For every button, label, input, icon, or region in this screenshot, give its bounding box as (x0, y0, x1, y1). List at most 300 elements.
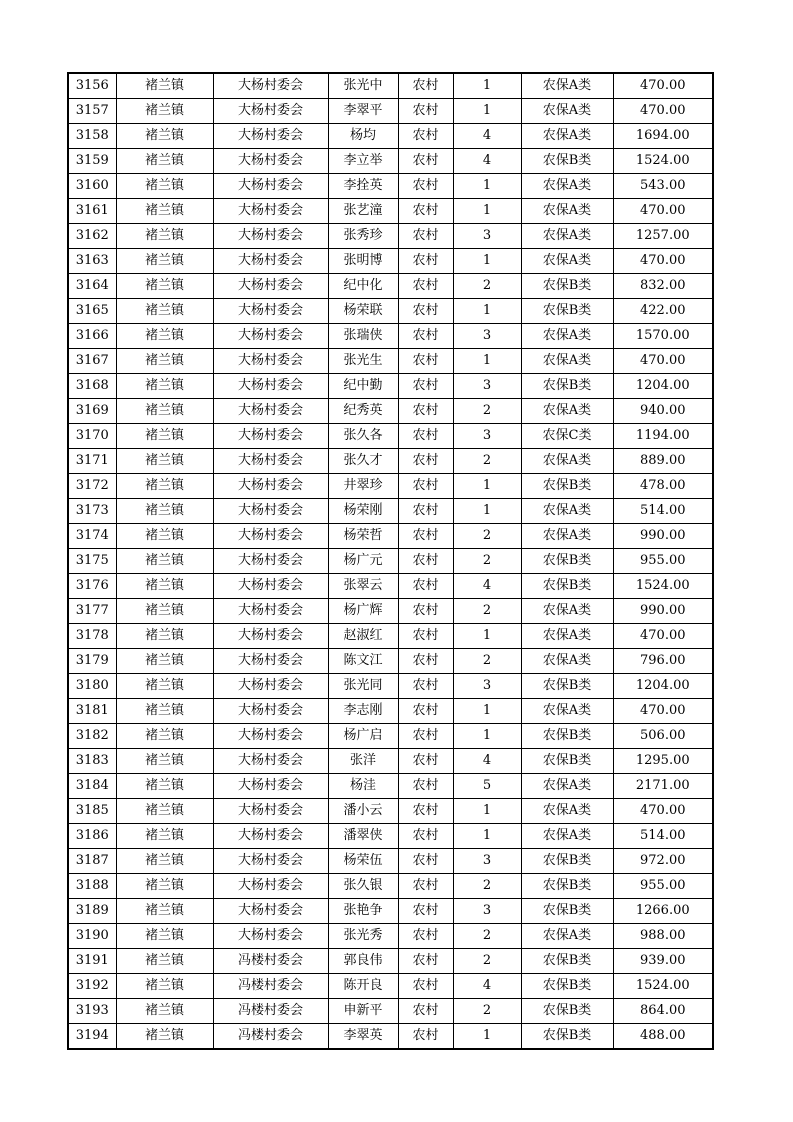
cell-person-name: 李立举 (328, 149, 398, 174)
cell-amount: 478.00 (613, 474, 713, 499)
cell-village-committee: 大杨村委会 (213, 299, 328, 324)
cell-insurance-category: 农保B类 (521, 849, 613, 874)
cell-town: 褚兰镇 (116, 699, 213, 724)
cell-person-name: 申新平 (328, 999, 398, 1024)
cell-village-committee: 大杨村委会 (213, 199, 328, 224)
cell-person-count: 3 (453, 899, 521, 924)
cell-amount: 1524.00 (613, 149, 713, 174)
table-row (68, 874, 713, 899)
cell-amount: 1524.00 (613, 574, 713, 599)
cell-serial-number: 3165 (68, 299, 116, 324)
cell-person-name: 杨广辉 (328, 599, 398, 624)
cell-village-committee: 大杨村委会 (213, 174, 328, 199)
cell-village-committee: 大杨村委会 (213, 224, 328, 249)
cell-amount: 1194.00 (613, 424, 713, 449)
table-row (68, 299, 713, 324)
cell-town: 褚兰镇 (116, 474, 213, 499)
cell-household-type: 农村 (398, 424, 453, 449)
cell-town: 褚兰镇 (116, 549, 213, 574)
cell-household-type: 农村 (398, 574, 453, 599)
cell-person-name: 杨荣伍 (328, 849, 398, 874)
cell-insurance-category: 农保A类 (521, 824, 613, 849)
cell-household-type: 农村 (398, 274, 453, 299)
table-row (68, 199, 713, 224)
cell-insurance-category: 农保A类 (521, 224, 613, 249)
cell-person-name: 郭良伟 (328, 949, 398, 974)
cell-amount: 2171.00 (613, 774, 713, 799)
table-row (68, 599, 713, 624)
cell-person-name: 张久各 (328, 424, 398, 449)
cell-village-committee: 大杨村委会 (213, 524, 328, 549)
cell-household-type: 农村 (398, 224, 453, 249)
cell-village-committee: 大杨村委会 (213, 924, 328, 949)
cell-serial-number: 3192 (68, 974, 116, 999)
cell-amount: 864.00 (613, 999, 713, 1024)
cell-person-count: 3 (453, 424, 521, 449)
table-row (68, 499, 713, 524)
cell-insurance-category: 农保A类 (521, 124, 613, 149)
cell-household-type: 农村 (398, 749, 453, 774)
cell-household-type: 农村 (398, 99, 453, 124)
cell-town: 褚兰镇 (116, 349, 213, 374)
cell-household-type: 农村 (398, 899, 453, 924)
cell-insurance-category: 农保B类 (521, 1024, 613, 1050)
cell-serial-number: 3158 (68, 124, 116, 149)
cell-insurance-category: 农保A类 (521, 349, 613, 374)
cell-town: 褚兰镇 (116, 874, 213, 899)
cell-serial-number: 3188 (68, 874, 116, 899)
cell-insurance-category: 农保A类 (521, 449, 613, 474)
cell-insurance-category: 农保B类 (521, 749, 613, 774)
cell-person-count: 1 (453, 799, 521, 824)
cell-town: 褚兰镇 (116, 899, 213, 924)
cell-village-committee: 大杨村委会 (213, 249, 328, 274)
cell-amount: 470.00 (613, 699, 713, 724)
cell-person-count: 1 (453, 824, 521, 849)
cell-village-committee: 大杨村委会 (213, 749, 328, 774)
cell-person-count: 2 (453, 399, 521, 424)
cell-amount: 422.00 (613, 299, 713, 324)
cell-household-type: 农村 (398, 174, 453, 199)
cell-person-name: 陈文江 (328, 649, 398, 674)
cell-village-committee: 大杨村委会 (213, 549, 328, 574)
cell-person-name: 李翠英 (328, 1024, 398, 1050)
cell-town: 褚兰镇 (116, 599, 213, 624)
cell-person-count: 1 (453, 474, 521, 499)
cell-town: 褚兰镇 (116, 949, 213, 974)
cell-serial-number: 3189 (68, 899, 116, 924)
cell-household-type: 农村 (398, 549, 453, 574)
cell-person-name: 杨荣哲 (328, 524, 398, 549)
cell-insurance-category: 农保B类 (521, 274, 613, 299)
cell-serial-number: 3182 (68, 724, 116, 749)
cell-person-count: 1 (453, 349, 521, 374)
cell-amount: 470.00 (613, 249, 713, 274)
cell-person-count: 1 (453, 499, 521, 524)
cell-village-committee: 大杨村委会 (213, 799, 328, 824)
cell-serial-number: 3172 (68, 474, 116, 499)
cell-person-count: 1 (453, 174, 521, 199)
cell-town: 褚兰镇 (116, 624, 213, 649)
cell-serial-number: 3163 (68, 249, 116, 274)
cell-amount: 1266.00 (613, 899, 713, 924)
cell-town: 褚兰镇 (116, 399, 213, 424)
table-row (68, 449, 713, 474)
cell-serial-number: 3157 (68, 99, 116, 124)
cell-person-count: 1 (453, 1024, 521, 1050)
cell-insurance-category: 农保A类 (521, 699, 613, 724)
cell-household-type: 农村 (398, 999, 453, 1024)
cell-person-name: 张艺潼 (328, 199, 398, 224)
cell-household-type: 农村 (398, 524, 453, 549)
cell-town: 褚兰镇 (116, 849, 213, 874)
cell-village-committee: 大杨村委会 (213, 824, 328, 849)
table-row (68, 1024, 713, 1050)
cell-village-committee: 大杨村委会 (213, 324, 328, 349)
cell-village-committee: 大杨村委会 (213, 724, 328, 749)
table-row (68, 399, 713, 424)
cell-town: 褚兰镇 (116, 99, 213, 124)
cell-household-type: 农村 (398, 699, 453, 724)
cell-village-committee: 大杨村委会 (213, 399, 328, 424)
cell-person-count: 3 (453, 224, 521, 249)
cell-person-count: 2 (453, 649, 521, 674)
cell-village-committee: 大杨村委会 (213, 774, 328, 799)
cell-village-committee: 大杨村委会 (213, 624, 328, 649)
cell-household-type: 农村 (398, 474, 453, 499)
cell-insurance-category: 农保A类 (521, 524, 613, 549)
cell-amount: 543.00 (613, 174, 713, 199)
table-row (68, 949, 713, 974)
cell-serial-number: 3169 (68, 399, 116, 424)
cell-serial-number: 3164 (68, 274, 116, 299)
cell-person-count: 4 (453, 149, 521, 174)
cell-insurance-category: 农保A类 (521, 624, 613, 649)
cell-insurance-category: 农保A类 (521, 199, 613, 224)
cell-serial-number: 3194 (68, 1024, 116, 1050)
cell-household-type: 农村 (398, 799, 453, 824)
cell-town: 褚兰镇 (116, 199, 213, 224)
cell-village-committee: 大杨村委会 (213, 374, 328, 399)
cell-person-count: 1 (453, 624, 521, 649)
cell-village-committee: 大杨村委会 (213, 574, 328, 599)
cell-person-count: 3 (453, 374, 521, 399)
table-row (68, 474, 713, 499)
cell-village-committee: 大杨村委会 (213, 649, 328, 674)
cell-village-committee: 冯楼村委会 (213, 1024, 328, 1050)
cell-amount: 1524.00 (613, 974, 713, 999)
cell-person-count: 2 (453, 949, 521, 974)
cell-village-committee: 冯楼村委会 (213, 974, 328, 999)
cell-serial-number: 3187 (68, 849, 116, 874)
cell-person-name: 赵淑红 (328, 624, 398, 649)
cell-person-name: 张光中 (328, 73, 398, 99)
cell-insurance-category: 农保B类 (521, 899, 613, 924)
cell-insurance-category: 农保A类 (521, 599, 613, 624)
cell-insurance-category: 农保B类 (521, 299, 613, 324)
cell-insurance-category: 农保A类 (521, 649, 613, 674)
cell-town: 褚兰镇 (116, 524, 213, 549)
cell-amount: 955.00 (613, 549, 713, 574)
cell-person-name: 张艳争 (328, 899, 398, 924)
cell-village-committee: 大杨村委会 (213, 874, 328, 899)
cell-village-committee: 大杨村委会 (213, 449, 328, 474)
cell-person-name: 纪秀英 (328, 399, 398, 424)
cell-town: 褚兰镇 (116, 824, 213, 849)
cell-amount: 990.00 (613, 524, 713, 549)
table-row (68, 424, 713, 449)
cell-insurance-category: 农保A类 (521, 774, 613, 799)
cell-person-name: 杨荣刚 (328, 499, 398, 524)
cell-town: 褚兰镇 (116, 924, 213, 949)
cell-insurance-category: 农保B类 (521, 549, 613, 574)
cell-serial-number: 3180 (68, 674, 116, 699)
cell-amount: 488.00 (613, 1024, 713, 1050)
cell-amount: 796.00 (613, 649, 713, 674)
cell-person-name: 杨广启 (328, 724, 398, 749)
cell-person-name: 张久银 (328, 874, 398, 899)
cell-person-name: 杨均 (328, 124, 398, 149)
table-row (68, 649, 713, 674)
cell-insurance-category: 农保A类 (521, 174, 613, 199)
cell-amount: 990.00 (613, 599, 713, 624)
cell-town: 褚兰镇 (116, 149, 213, 174)
table-row (68, 899, 713, 924)
cell-household-type: 农村 (398, 124, 453, 149)
cell-insurance-category: 农保A类 (521, 99, 613, 124)
cell-serial-number: 3190 (68, 924, 116, 949)
cell-amount: 1257.00 (613, 224, 713, 249)
cell-person-name: 张光秀 (328, 924, 398, 949)
cell-person-name: 李拴英 (328, 174, 398, 199)
table-row (68, 924, 713, 949)
cell-person-name: 张光同 (328, 674, 398, 699)
cell-household-type: 农村 (398, 774, 453, 799)
cell-person-name: 井翠珍 (328, 474, 398, 499)
cell-town: 褚兰镇 (116, 299, 213, 324)
cell-household-type: 农村 (398, 199, 453, 224)
table-row (68, 724, 713, 749)
cell-amount: 889.00 (613, 449, 713, 474)
cell-amount: 470.00 (613, 624, 713, 649)
cell-serial-number: 3175 (68, 549, 116, 574)
cell-household-type: 农村 (398, 1024, 453, 1050)
cell-person-name: 纪中勤 (328, 374, 398, 399)
cell-serial-number: 3166 (68, 324, 116, 349)
table-row (68, 124, 713, 149)
cell-village-committee: 大杨村委会 (213, 899, 328, 924)
cell-insurance-category: 农保A类 (521, 799, 613, 824)
cell-person-count: 2 (453, 924, 521, 949)
cell-household-type: 农村 (398, 974, 453, 999)
cell-household-type: 农村 (398, 874, 453, 899)
cell-serial-number: 3159 (68, 149, 116, 174)
cell-person-name: 潘小云 (328, 799, 398, 824)
cell-amount: 939.00 (613, 949, 713, 974)
table-row (68, 274, 713, 299)
cell-serial-number: 3174 (68, 524, 116, 549)
cell-person-name: 杨洼 (328, 774, 398, 799)
cell-insurance-category: 农保C类 (521, 424, 613, 449)
cell-person-count: 2 (453, 549, 521, 574)
cell-town: 褚兰镇 (116, 124, 213, 149)
cell-village-committee: 大杨村委会 (213, 599, 328, 624)
cell-town: 褚兰镇 (116, 674, 213, 699)
cell-household-type: 农村 (398, 349, 453, 374)
cell-amount: 1570.00 (613, 324, 713, 349)
cell-amount: 470.00 (613, 73, 713, 99)
cell-serial-number: 3177 (68, 599, 116, 624)
cell-amount: 940.00 (613, 399, 713, 424)
cell-serial-number: 3160 (68, 174, 116, 199)
cell-village-committee: 大杨村委会 (213, 849, 328, 874)
cell-insurance-category: 农保B类 (521, 574, 613, 599)
cell-amount: 1204.00 (613, 674, 713, 699)
cell-serial-number: 3176 (68, 574, 116, 599)
cell-household-type: 农村 (398, 374, 453, 399)
cell-serial-number: 3171 (68, 449, 116, 474)
cell-amount: 506.00 (613, 724, 713, 749)
cell-insurance-category: 农保A类 (521, 499, 613, 524)
cell-insurance-category: 农保A类 (521, 249, 613, 274)
cell-insurance-category: 农保A类 (521, 924, 613, 949)
cell-town: 褚兰镇 (116, 424, 213, 449)
cell-person-name: 杨广元 (328, 549, 398, 574)
cell-village-committee: 大杨村委会 (213, 424, 328, 449)
table-row (68, 824, 713, 849)
cell-town: 褚兰镇 (116, 749, 213, 774)
cell-household-type: 农村 (398, 824, 453, 849)
cell-amount: 955.00 (613, 874, 713, 899)
table-row (68, 99, 713, 124)
cell-village-committee: 大杨村委会 (213, 149, 328, 174)
cell-person-name: 纪中化 (328, 274, 398, 299)
cell-village-committee: 冯楼村委会 (213, 949, 328, 974)
cell-person-count: 3 (453, 674, 521, 699)
cell-amount: 470.00 (613, 349, 713, 374)
cell-insurance-category: 农保B类 (521, 874, 613, 899)
cell-person-count: 3 (453, 324, 521, 349)
table-row (68, 974, 713, 999)
cell-insurance-category: 农保A类 (521, 324, 613, 349)
cell-serial-number: 3186 (68, 824, 116, 849)
cell-serial-number: 3185 (68, 799, 116, 824)
cell-town: 褚兰镇 (116, 449, 213, 474)
cell-town: 褚兰镇 (116, 774, 213, 799)
cell-person-count: 1 (453, 99, 521, 124)
cell-town: 褚兰镇 (116, 374, 213, 399)
cell-person-count: 3 (453, 849, 521, 874)
cell-serial-number: 3167 (68, 349, 116, 374)
cell-amount: 514.00 (613, 499, 713, 524)
cell-serial-number: 3193 (68, 999, 116, 1024)
cell-household-type: 农村 (398, 924, 453, 949)
table-row (68, 174, 713, 199)
cell-serial-number: 3161 (68, 199, 116, 224)
cell-person-count: 1 (453, 699, 521, 724)
cell-village-committee: 大杨村委会 (213, 474, 328, 499)
cell-insurance-category: 农保A类 (521, 399, 613, 424)
cell-person-count: 4 (453, 974, 521, 999)
cell-town: 褚兰镇 (116, 224, 213, 249)
table-row (68, 249, 713, 274)
cell-person-count: 5 (453, 774, 521, 799)
cell-person-name: 张久才 (328, 449, 398, 474)
cell-amount: 470.00 (613, 799, 713, 824)
cell-amount: 470.00 (613, 99, 713, 124)
table-row (68, 374, 713, 399)
cell-amount: 972.00 (613, 849, 713, 874)
cell-insurance-category: 农保B类 (521, 149, 613, 174)
cell-serial-number: 3184 (68, 774, 116, 799)
cell-person-name: 张光生 (328, 349, 398, 374)
cell-town: 褚兰镇 (116, 974, 213, 999)
cell-person-name: 李翠平 (328, 99, 398, 124)
table-row (68, 524, 713, 549)
cell-person-count: 4 (453, 749, 521, 774)
cell-village-committee: 大杨村委会 (213, 99, 328, 124)
cell-household-type: 农村 (398, 399, 453, 424)
table-row (68, 999, 713, 1024)
cell-serial-number: 3173 (68, 499, 116, 524)
table-row (68, 574, 713, 599)
cell-village-committee: 冯楼村委会 (213, 999, 328, 1024)
cell-serial-number: 3168 (68, 374, 116, 399)
table-row (68, 324, 713, 349)
cell-person-name: 潘翠侠 (328, 824, 398, 849)
cell-person-name: 杨荣联 (328, 299, 398, 324)
cell-serial-number: 3191 (68, 949, 116, 974)
cell-insurance-category: 农保B类 (521, 974, 613, 999)
cell-insurance-category: 农保A类 (521, 73, 613, 99)
cell-town: 褚兰镇 (116, 73, 213, 99)
table-row (68, 624, 713, 649)
cell-village-committee: 大杨村委会 (213, 699, 328, 724)
cell-person-count: 1 (453, 299, 521, 324)
cell-person-count: 1 (453, 249, 521, 274)
cell-person-count: 2 (453, 524, 521, 549)
cell-household-type: 农村 (398, 249, 453, 274)
cell-serial-number: 3183 (68, 749, 116, 774)
cell-person-count: 2 (453, 599, 521, 624)
cell-village-committee: 大杨村委会 (213, 674, 328, 699)
cell-person-count: 1 (453, 73, 521, 99)
table-row (68, 149, 713, 174)
cell-person-count: 4 (453, 124, 521, 149)
cell-household-type: 农村 (398, 499, 453, 524)
cell-person-count: 4 (453, 574, 521, 599)
cell-household-type: 农村 (398, 73, 453, 99)
cell-town: 褚兰镇 (116, 499, 213, 524)
cell-person-count: 2 (453, 274, 521, 299)
table-row (68, 549, 713, 574)
table-body (68, 73, 713, 1049)
cell-household-type: 农村 (398, 599, 453, 624)
table-row (68, 749, 713, 774)
cell-town: 褚兰镇 (116, 574, 213, 599)
cell-amount: 988.00 (613, 924, 713, 949)
cell-household-type: 农村 (398, 624, 453, 649)
cell-serial-number: 3162 (68, 224, 116, 249)
table-row (68, 349, 713, 374)
cell-town: 褚兰镇 (116, 249, 213, 274)
subsidy-roster-table (67, 72, 714, 1050)
cell-household-type: 农村 (398, 149, 453, 174)
cell-village-committee: 大杨村委会 (213, 499, 328, 524)
cell-village-committee: 大杨村委会 (213, 73, 328, 99)
table-row (68, 774, 713, 799)
cell-household-type: 农村 (398, 649, 453, 674)
